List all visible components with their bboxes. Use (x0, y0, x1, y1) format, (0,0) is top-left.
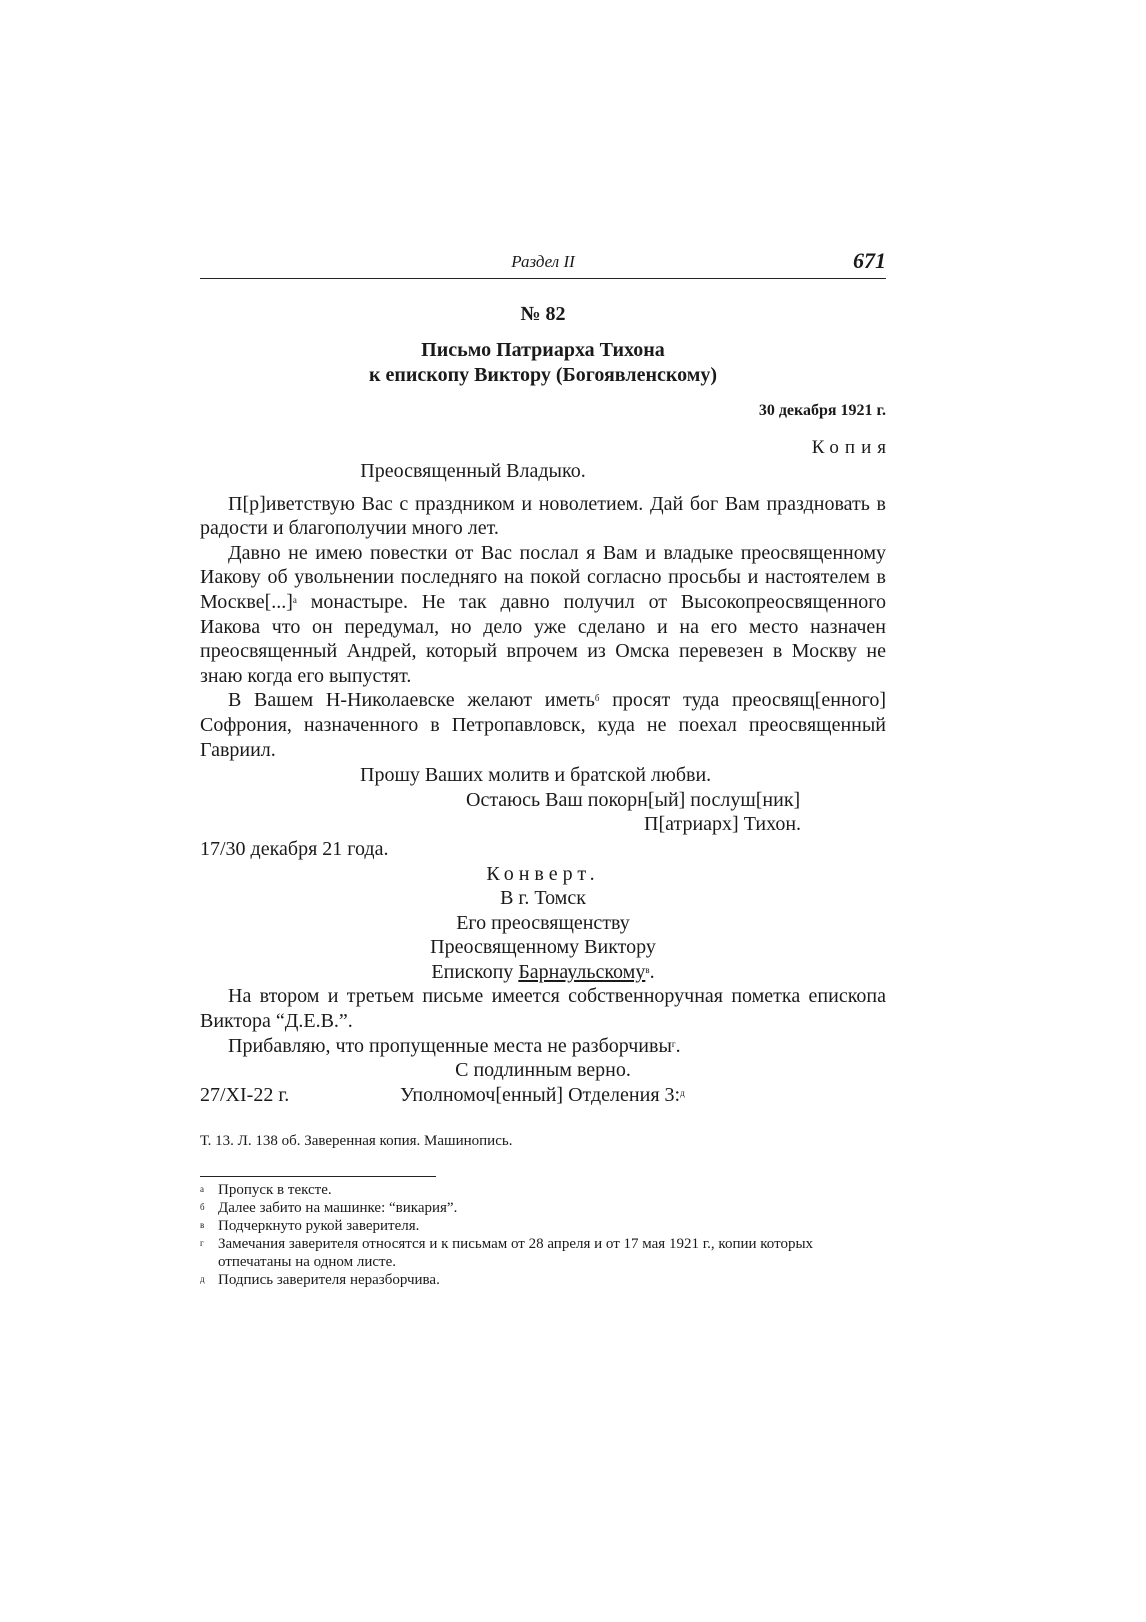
footnote-divider (200, 1176, 436, 1177)
running-header (200, 240, 886, 279)
footnote-ref-d: д (680, 1087, 685, 1098)
footnote (200, 1199, 886, 1217)
footnote (200, 1271, 886, 1289)
footnote (200, 1235, 886, 1271)
paragraph-news-text-2: монастыре. Не так давно получил от Высокопреосвященного Иакова что он передумал, но дело уже сделано и на его место назначен преосвященный Андрей, который впрочем из Омска перевезен в Москву не знаю когда его выпустят. (200, 590, 886, 687)
book-page (200, 240, 892, 1289)
certification-note-1: На втором и третьем письме имеется собственноручная пометка епископа Виктора “Д.Е.В.”. (200, 985, 886, 1033)
section-title: Раздел II (511, 252, 575, 271)
paragraph-request (200, 688, 886, 762)
document-title-line-1: Письмо Патриарха Тихона (421, 339, 665, 361)
footnote-mark: а (200, 1184, 204, 1195)
paragraph-request-text-1: В Вашем Н-Николаевске желают иметь (228, 689, 595, 712)
footnote (200, 1217, 886, 1235)
copy-mark: Копия (811, 437, 892, 458)
footnote-mark: в (200, 1220, 205, 1231)
paragraph-request-text-2: просят туда преосвящ[енного] Софрония, назначенного в Петропавловск, куда не поехал преосвященный Гавриил. (200, 689, 886, 761)
document-title (200, 338, 886, 388)
closing-line: Прошу Ваших молитв и братской любви. (360, 764, 712, 787)
envelope-line-3: Преосвященному Виктору (430, 936, 656, 959)
paragraph-greeting: П[р]иветствую Вас с праздником и новолетием. Дай бог Вам праздновать в радости и благополучии много лет. (200, 492, 886, 540)
footnote-text: Пропуск в тексте. (218, 1182, 332, 1199)
footnote-ref-g: г (671, 1038, 676, 1049)
certification-signer (400, 1083, 685, 1108)
footnotes (200, 1181, 886, 1289)
certification-note-2-text: Прибавляю, что пропущенные места не разборчивы (228, 1034, 672, 1057)
footnote (200, 1181, 886, 1199)
footnote-text: Далее забито на машинке: “викария”. (218, 1200, 458, 1217)
envelope-line-4-suffix: . (649, 960, 655, 983)
certification-signature-row (200, 1083, 886, 1108)
footnote-text: Подпись заверителя неразборчива. (218, 1272, 440, 1289)
envelope-heading: Конверт. (486, 862, 600, 885)
footnote-mark: д (200, 1274, 205, 1285)
footnote-mark: г (200, 1238, 204, 1249)
certification-date: 27/XI-22 г. (200, 1083, 290, 1106)
footnote-ref-b: б (594, 693, 600, 704)
envelope-line-2: Его преосвященству (456, 911, 630, 934)
footnote-text: Подчеркнуто рукой заверителя. (218, 1218, 420, 1235)
letter-body (200, 459, 886, 1107)
envelope-line-4 (200, 960, 886, 985)
salutation: Преосвященный Владыко. (360, 460, 586, 482)
footnote-mark: б (200, 1202, 205, 1213)
envelope-line-1: В г. Томск (500, 887, 586, 910)
envelope-line-4-prefix: Епископу (431, 960, 519, 983)
document-number: № 82 (520, 303, 566, 325)
document-title-line-2: к епископу Виктору (Богоявленскому) (368, 364, 718, 386)
document-date: 30 декабря 1921 г. (758, 402, 886, 419)
underlined-word: Барнаульскому (518, 960, 646, 983)
certification-note-2-suffix: . (675, 1034, 681, 1057)
footnote-ref-v: в (645, 964, 650, 975)
paragraph-news-text-1: Давно не имею повестки от Вас послал я Вам и владыке преосвященному Иакову об увольнении последняго на покой согласно просьбы и настоятелем в Москве[...] (200, 541, 886, 613)
paragraph-news (200, 541, 886, 689)
verified-line: С подлинным верно. (455, 1059, 631, 1082)
letter-date: 17/30 декабря 21 года. (200, 837, 389, 860)
certification-note-2 (200, 1034, 886, 1059)
certification-signer-text: Уполномоч[енный] Отделения 3: (400, 1083, 681, 1106)
footnote-text: Замечания заверителя относятся и к письмам от 28 апреля и от 17 мая 1921 г., копии которых отпечатаны на одном листе. (218, 1236, 814, 1271)
closing-regards: Остаюсь Ваш покорн[ый] послуш[ник] (466, 788, 801, 811)
signature: П[атриарх] Тихон. (644, 813, 802, 836)
footnote-ref-a: а (292, 594, 297, 605)
page-number: 671 (853, 248, 886, 273)
archival-source: Т. 13. Л. 138 об. Заверенная копия. Машинопись. (200, 1133, 513, 1150)
